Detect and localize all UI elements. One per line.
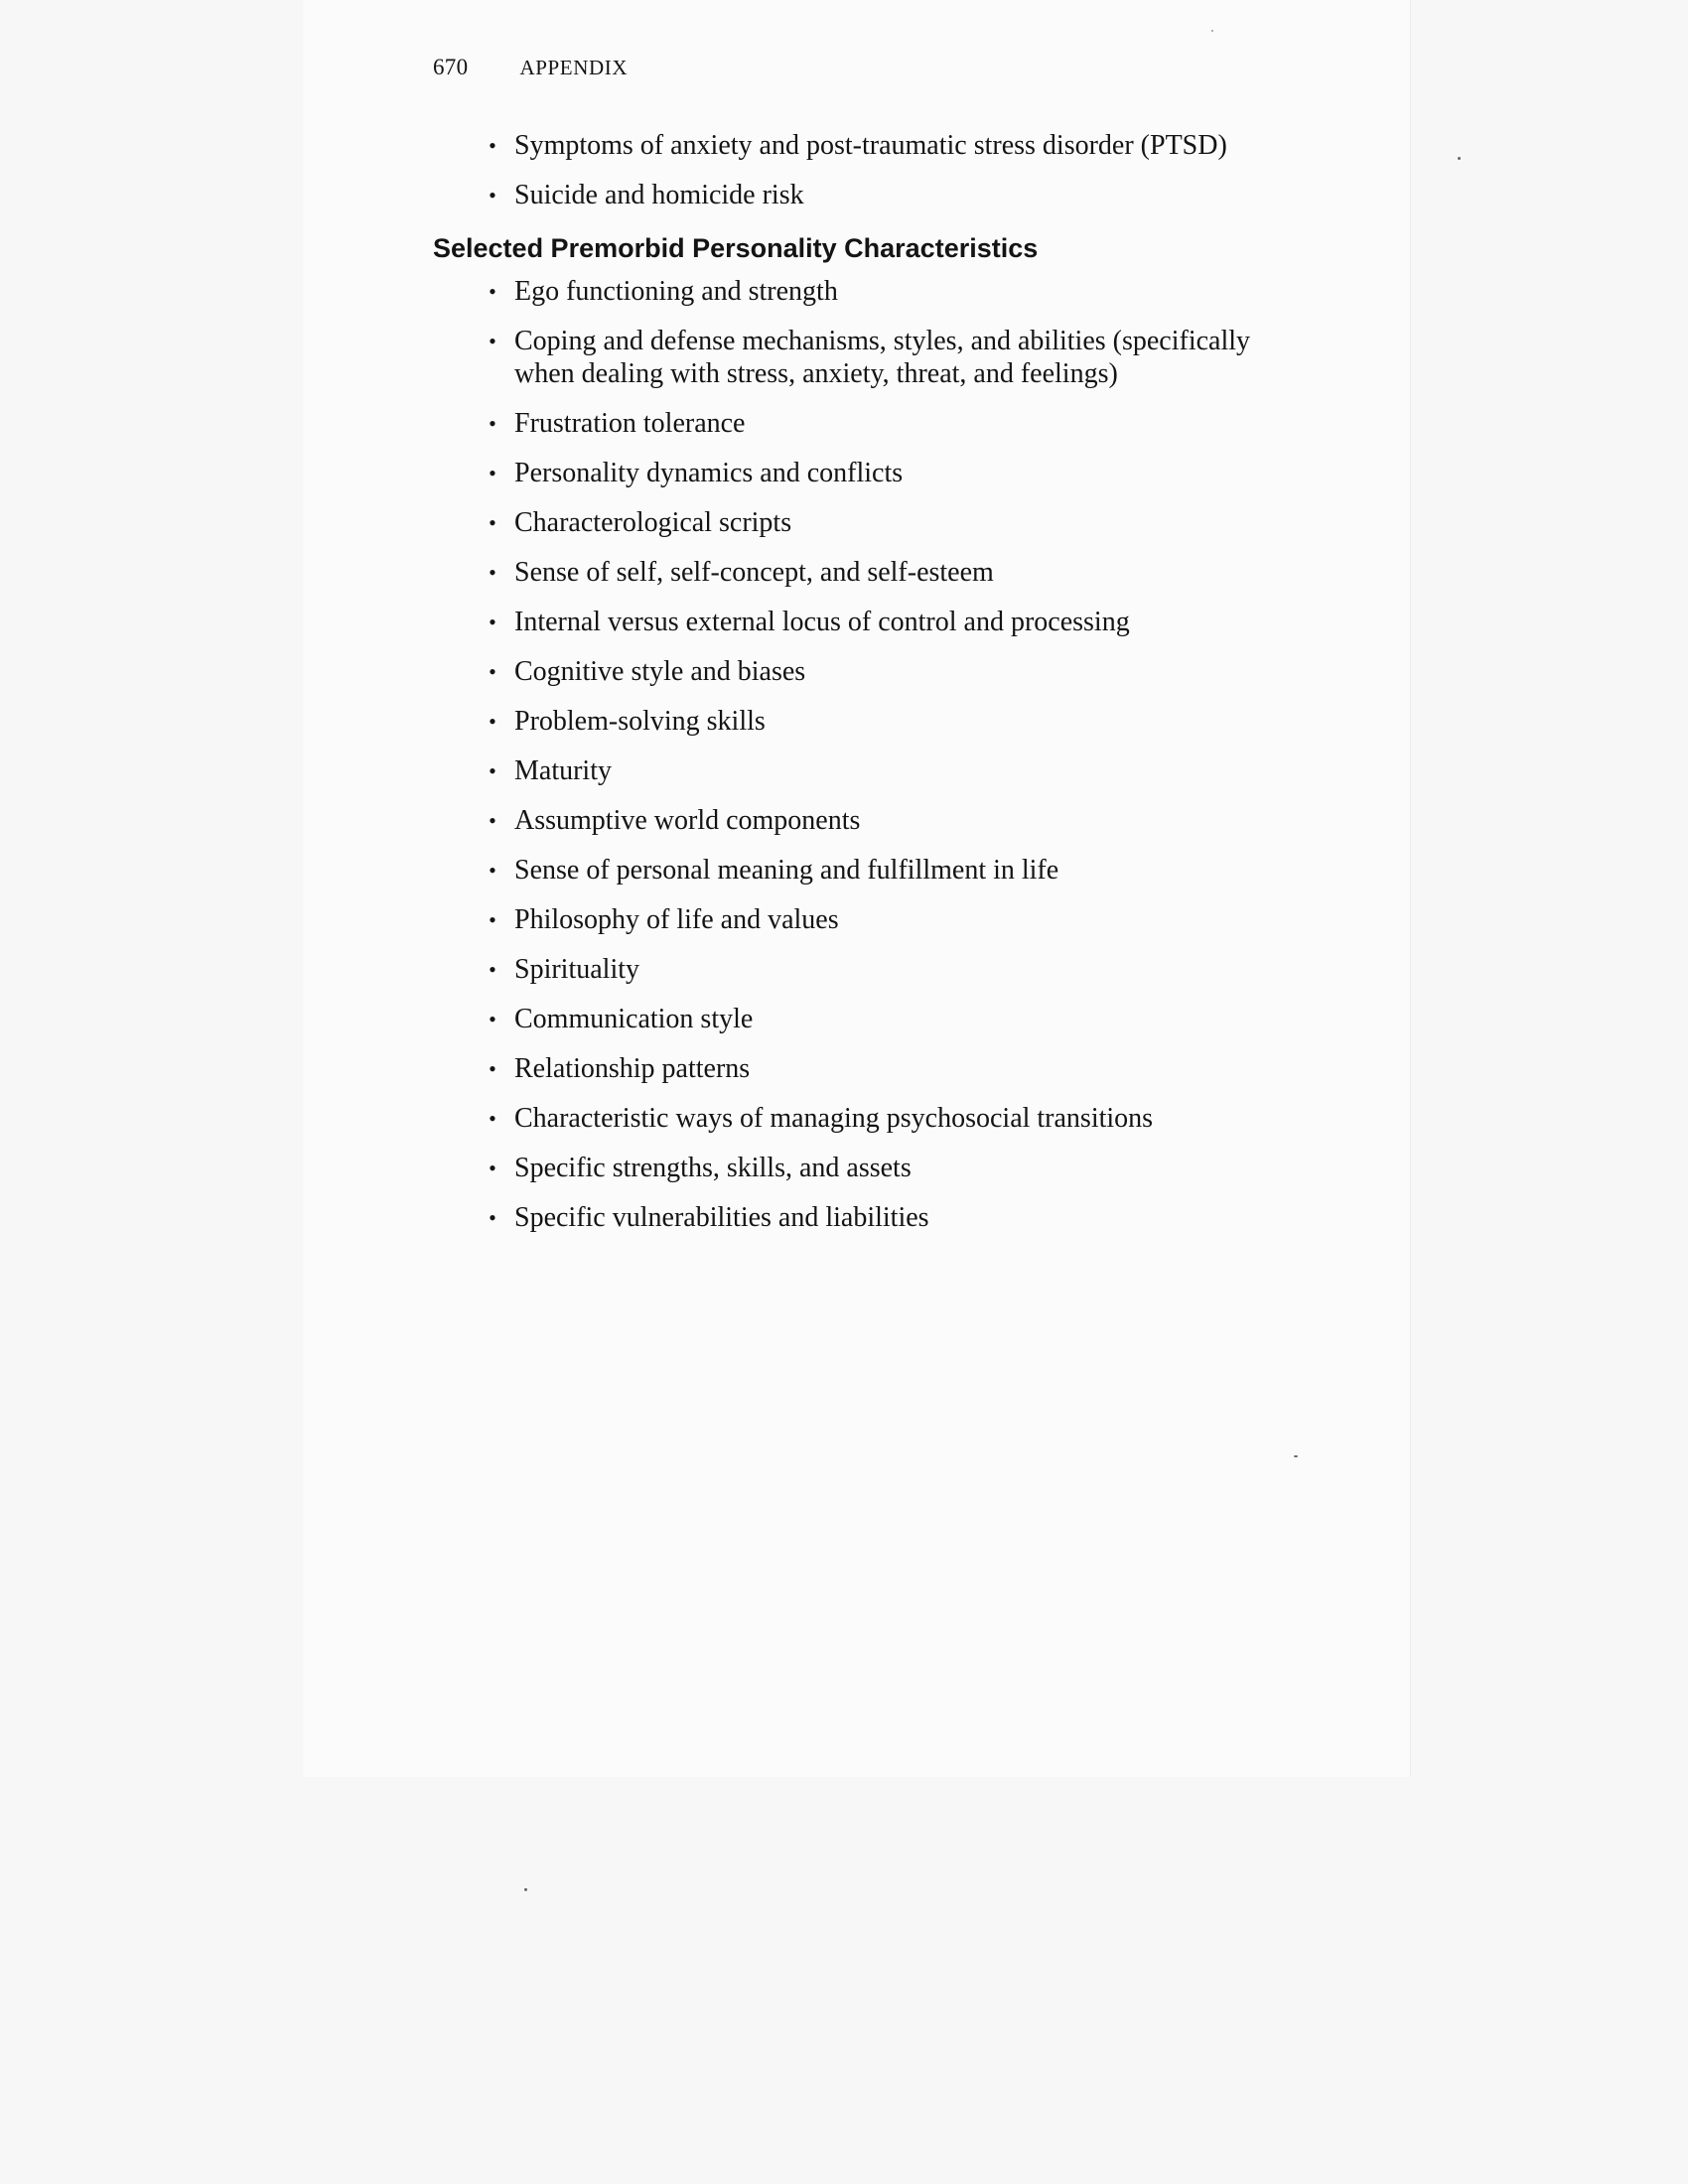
list-item-text: Characteristic ways of managing psychosocial transitions — [514, 1103, 1154, 1134]
list-item — [433, 655, 1267, 688]
bullet-list-top — [433, 129, 1267, 211]
dust-speck — [1211, 30, 1213, 32]
list-item — [433, 325, 1267, 390]
list-item — [433, 556, 1267, 589]
bullet-icon: • — [489, 1156, 496, 1180]
list-item — [433, 275, 1267, 308]
page-content — [433, 129, 1267, 1251]
bullet-icon: • — [489, 1056, 496, 1081]
list-item-text: Relationship patterns — [514, 1053, 751, 1084]
list-item-text: Sense of self, self-concept, and self-esteem — [514, 557, 994, 588]
bullet-icon: • — [489, 709, 496, 734]
list-item — [433, 1152, 1267, 1184]
list-item — [433, 179, 1267, 211]
section-heading: Selected Premorbid Personality Characteristics — [433, 233, 1039, 263]
bullet-icon: • — [489, 329, 496, 353]
list-item — [433, 903, 1267, 936]
list-item — [433, 1052, 1267, 1085]
list-item-text: Philosophy of life and values — [514, 904, 839, 935]
bullet-icon: • — [489, 1106, 496, 1131]
bullet-icon: • — [489, 758, 496, 783]
list-item — [433, 1102, 1267, 1135]
bullet-icon: • — [489, 808, 496, 833]
list-item-text: Spirituality — [514, 954, 639, 985]
list-item-text: Symptoms of anxiety and post-traumatic stress disorder (PTSD) — [514, 130, 1227, 161]
running-header — [433, 55, 830, 80]
dust-speck — [1294, 1455, 1298, 1457]
bullet-list-main — [433, 275, 1267, 1234]
bullet-icon: • — [489, 183, 496, 207]
list-item-text: Problem-solving skills — [514, 706, 766, 737]
list-item — [433, 606, 1267, 638]
list-item-text: Specific vulnerabilities and liabilities — [514, 1202, 929, 1233]
bullet-icon: • — [489, 907, 496, 932]
list-item — [433, 506, 1267, 539]
list-item-text: Suicide and homicide risk — [514, 180, 804, 210]
bullet-icon: • — [489, 1007, 496, 1031]
list-item — [433, 407, 1267, 440]
bullet-icon: • — [489, 461, 496, 485]
dust-speck — [1458, 157, 1461, 160]
list-item — [433, 129, 1267, 162]
list-item — [433, 953, 1267, 986]
dust-speck — [524, 1888, 527, 1891]
list-item-text: Ego functioning and strength — [514, 276, 838, 307]
bullet-icon: • — [489, 858, 496, 883]
bullet-icon: • — [489, 957, 496, 982]
bullet-icon: • — [489, 560, 496, 585]
list-item-text: Maturity — [514, 755, 612, 786]
list-item-text: Frustration tolerance — [514, 408, 746, 439]
running-head-title: APPENDIX — [519, 56, 629, 79]
list-item-text: Communication style — [514, 1004, 754, 1034]
list-item-text: Specific strengths, skills, and assets — [514, 1153, 912, 1183]
bullet-icon: • — [489, 610, 496, 634]
bullet-icon: • — [489, 411, 496, 436]
list-item — [433, 457, 1267, 489]
bullet-icon: • — [489, 510, 496, 535]
list-item-text: Characterological scripts — [514, 507, 792, 538]
list-item — [433, 705, 1267, 738]
page-number: 670 — [433, 55, 469, 79]
list-item-text: Cognitive style and biases — [514, 656, 806, 687]
bullet-icon: • — [489, 133, 496, 158]
bullet-icon: • — [489, 659, 496, 684]
bullet-icon: • — [489, 1205, 496, 1230]
list-item-text: Personality dynamics and conflicts — [514, 458, 904, 488]
bullet-icon: • — [489, 279, 496, 304]
list-item-text: Sense of personal meaning and fulfillment in life — [514, 855, 1059, 886]
list-item — [433, 854, 1267, 887]
list-item-text: Internal versus external locus of control and processing — [514, 607, 1130, 637]
list-item — [433, 1003, 1267, 1035]
list-item-text: Coping and defense mechanisms, styles, and abilities (specifically when dealing with stress, anxiety, threat, and feelings) — [514, 326, 1251, 389]
list-item — [433, 754, 1267, 787]
list-item-text: Assumptive world components — [514, 805, 861, 836]
list-item — [433, 1201, 1267, 1234]
list-item — [433, 804, 1267, 837]
